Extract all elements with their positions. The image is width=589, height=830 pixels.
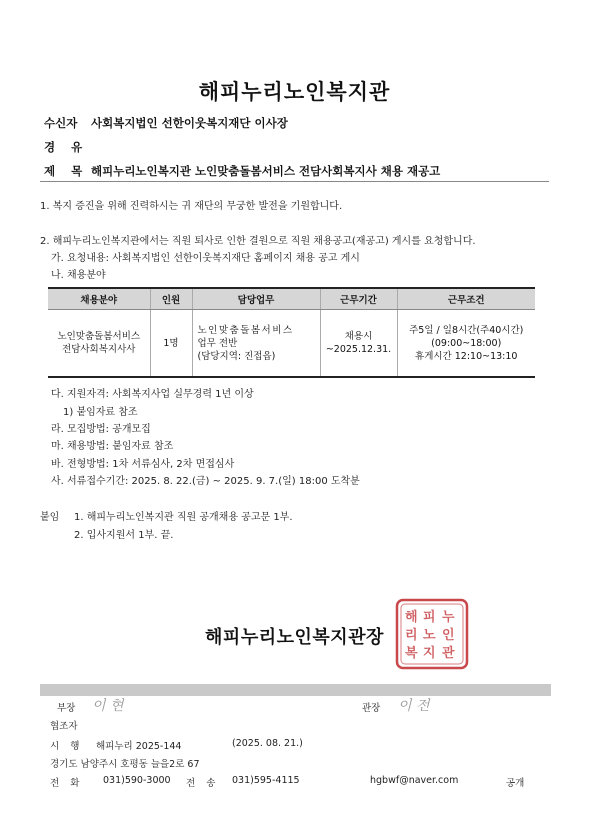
- paragraph-2: 2. 해피누리노인복지관에서는 직원 퇴사로 인한 결원으로 직원 채용공고(재공고) 게시를 요청합니다.: [40, 236, 476, 247]
- enforce-date: (2025. 08. 21.): [232, 738, 303, 749]
- table-header: 인원: [150, 288, 192, 310]
- svg-text:지: 지: [423, 646, 436, 661]
- cell-duty-line: (담당지역: 진접읍): [197, 350, 276, 362]
- recipient-label: 수신자: [44, 116, 78, 130]
- table-header: 근무기간: [320, 288, 397, 310]
- header-divider: [40, 181, 549, 182]
- table-header: 담당업무: [192, 288, 320, 310]
- table-row: [48, 310, 535, 378]
- item-da: 다. 지원자격: 사회복지사업 실무경력 1년 이상: [51, 389, 254, 400]
- document-title: 해피누리노인복지관: [198, 80, 391, 104]
- enforce-number: 해피누리 2025-144: [96, 741, 182, 752]
- cell-conditions: [397, 310, 535, 378]
- svg-text:복: 복: [405, 646, 418, 661]
- cooperator-label: 협조자: [50, 721, 78, 732]
- svg-text:리: 리: [405, 628, 418, 643]
- official-seal-icon: [394, 597, 470, 671]
- attachment-label: 붙임: [40, 512, 60, 523]
- issuer-name: 해피누리노인복지관장: [205, 627, 384, 648]
- cell-cond-line: 주5일 / 일8시간(주40시간): [409, 324, 524, 336]
- item-da-sub: 1) 붙임자료 참조: [63, 407, 138, 418]
- svg-text:피: 피: [423, 610, 436, 625]
- cell-field-line: 노인맞춤돌봄서비스: [57, 331, 141, 342]
- subject-label: 제 목: [44, 164, 89, 178]
- svg-text:누: 누: [442, 610, 455, 625]
- phone-value: 031)590-3000: [103, 775, 171, 786]
- manager-signature: 이 현: [92, 698, 124, 714]
- fax-value: 031)595-4115: [232, 775, 300, 786]
- email-link[interactable]: hgbwf@naver.com: [370, 775, 459, 786]
- svg-text:인: 인: [442, 628, 455, 643]
- item-ra: 라. 모집방법: 공개모집: [51, 424, 151, 435]
- recipient-value: 사회복지법인 선한이웃복지재단 이사장: [91, 116, 288, 130]
- item-sa: 사. 서류접수기간: 2025. 8. 22.(금) ~ 2025. 9. 7.(일) 18:00 도착분: [51, 476, 360, 487]
- address: 경기도 남양주시 호평동 늘을2로 67: [50, 759, 200, 770]
- svg-text:관: 관: [442, 646, 455, 661]
- item-ba: 바. 전형방법: 1차 서류심사, 2차 면접심사: [51, 459, 235, 470]
- manager-label: 부장: [57, 703, 76, 714]
- cell-duty-line: 업무 전반: [197, 337, 238, 349]
- cell-duty-line: 노인맞춤돌봄서비스: [197, 324, 294, 336]
- item-na: 나. 채용분야: [51, 270, 106, 281]
- attachment-item: 1. 해피누리노인복지관 직원 공개채용 공고문 1부.: [74, 512, 293, 523]
- via-label: 경 유: [44, 140, 89, 154]
- cell-period: [320, 310, 397, 378]
- table-header: 채용분야: [48, 288, 150, 310]
- table-header-row: [48, 288, 535, 310]
- cell-period-line: 채용시: [344, 331, 373, 342]
- paragraph-1: 1. 복지 증진을 위해 진력하시는 귀 재단의 무궁한 발전을 기원합니다.: [40, 201, 343, 212]
- cell-cond-line: (09:00~18:00): [431, 337, 502, 349]
- cell-field-line: 전담사회복지사사: [62, 344, 136, 355]
- fax-label: 전 송: [186, 778, 220, 789]
- cell-period-line: ~2025.12.31.: [325, 344, 392, 355]
- director-signature: 이 전: [398, 698, 430, 714]
- cell-cond-line: 휴게시간 12:10~13:10: [415, 350, 518, 362]
- item-ga: 가. 요청내용: 사회복지법인 선한이웃복지재단 홈페이지 채용 공고 게시: [51, 253, 360, 264]
- attachment-item: 2. 입사지원서 1부. 끝.: [74, 530, 174, 541]
- phone-label: 전 화: [50, 778, 84, 789]
- svg-text:노: 노: [423, 628, 436, 643]
- cell-field: [48, 310, 150, 378]
- table-header: 근무조건: [397, 288, 535, 310]
- recruitment-table: [48, 287, 535, 378]
- cell-count: 1명: [150, 310, 192, 378]
- svg-text:해: 해: [405, 610, 418, 625]
- cell-duty: [192, 310, 320, 378]
- director-label: 관장: [362, 703, 381, 714]
- item-ma: 마. 채용방법: 붙임자료 참조: [51, 441, 174, 452]
- disclosure-status: 공개: [506, 778, 525, 789]
- subject-value: 해피누리노인복지관 노인맞춤돌봄서비스 전담사회복지사 채용 재공고: [91, 164, 441, 178]
- enforce-label: 시 행: [50, 741, 84, 752]
